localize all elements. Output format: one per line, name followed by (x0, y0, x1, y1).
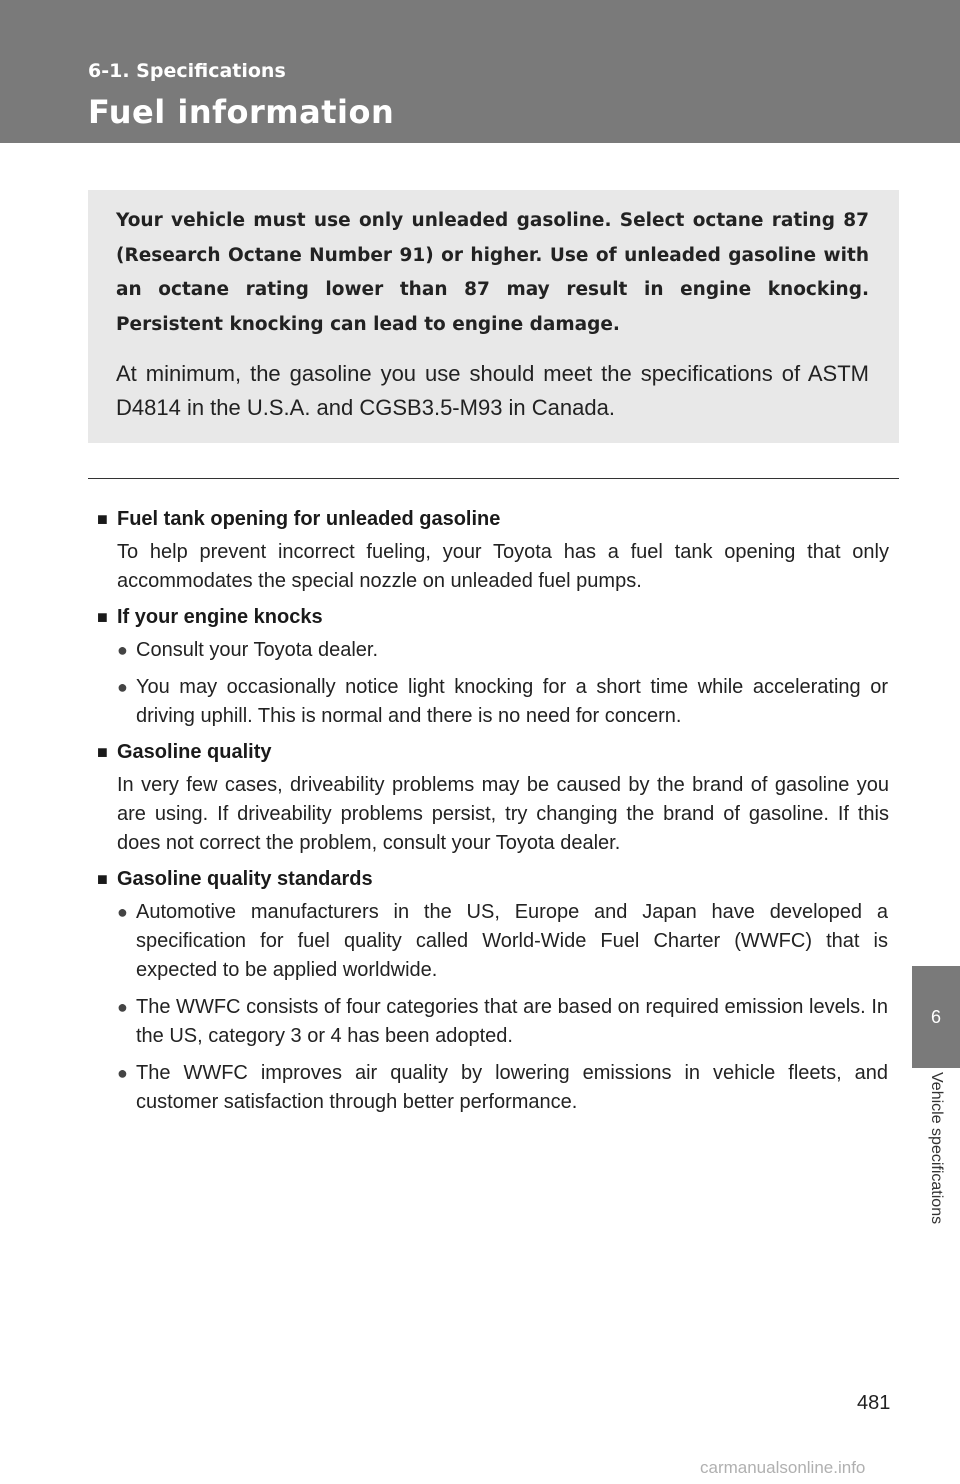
circle-bullet-icon: ● (117, 640, 128, 660)
square-bullet-icon: ■ (97, 607, 108, 627)
notice-bold-text: Your vehicle must use only unleaded gasoline. Select octane rating 87 (Research Octane Number 91) or higher. Use of unleaded gasoline with an octane rating lower than 87 may result in engine knocking. Persistent knocking can lead to engine damage. (116, 210, 869, 335)
square-bullet-icon: ■ (97, 742, 108, 762)
list-item-text: The WWFC consists of four categories that are based on required emission levels. In the US, category 3 or 4 has been adopted. (136, 996, 888, 1047)
heading-text: Gasoline quality standards (117, 868, 373, 890)
heading-text: Fuel tank opening for unleaded gasoline (117, 508, 501, 530)
square-bullet-icon: ■ (97, 509, 108, 529)
circle-bullet-icon: ● (117, 997, 128, 1017)
section-heading (97, 604, 889, 630)
circle-bullet-icon: ● (117, 1063, 128, 1083)
section-body: To help prevent incorrect fueling, your Toyota has a fuel tank opening that only accommodates the special nozzle on unleaded fuel pumps. (117, 541, 889, 592)
list-item-text: You may occasionally notice light knocking for a short time while accelerating or driving uphill. This is normal and there is no need for concern. (136, 676, 888, 727)
notice-box (88, 190, 899, 443)
chapter-tab[interactable] (912, 966, 960, 1068)
list-item (117, 898, 889, 985)
list-item-text: Automotive manufacturers in the US, Europe and Japan have developed a specification for fuel quality called World-Wide Fuel Charter (WWFC) that is expected to be applied worldwide. (136, 901, 888, 981)
divider (88, 478, 899, 479)
page-header (0, 0, 960, 143)
section-label: 6-1. Specifications (88, 60, 286, 82)
section-heading (97, 506, 889, 532)
list-item (117, 673, 889, 731)
list-item (117, 1059, 889, 1117)
section-heading (97, 739, 889, 765)
section-heading (97, 866, 889, 892)
circle-bullet-icon: ● (117, 902, 128, 922)
list-item-text: Consult your Toyota dealer. (136, 639, 379, 661)
chapter-label-text: Vehicle specifications (928, 1072, 945, 1225)
square-bullet-icon: ■ (97, 869, 108, 889)
heading-text: Gasoline quality (117, 741, 272, 763)
watermark: carmanualsonline.info (700, 1458, 866, 1477)
chapter-label (912, 1072, 960, 1292)
main-content (97, 506, 889, 1125)
page-number: 481 (857, 1392, 891, 1414)
list-item (117, 993, 889, 1051)
chapter-number: 6 (930, 1006, 941, 1027)
circle-bullet-icon: ● (117, 677, 128, 697)
page-title: Fuel information (88, 93, 395, 131)
list-item (117, 636, 889, 665)
heading-text: If your engine knocks (117, 606, 323, 628)
notice-plain-text: At minimum, the gasoline you use should meet the specifications of ASTM D4814 in the U.S.A. and CGSB3.5-M93 in Canada. (116, 361, 869, 420)
list-item-text: The WWFC improves air quality by lowering emissions in vehicle fleets, and customer satisfaction through better performance. (136, 1062, 888, 1113)
section-body: In very few cases, driveability problems may be caused by the brand of gasoline you are using. If driveability problems persist, try changing the brand of gasoline. If this does not correct the problem, consult your Toyota dealer. (117, 774, 889, 854)
